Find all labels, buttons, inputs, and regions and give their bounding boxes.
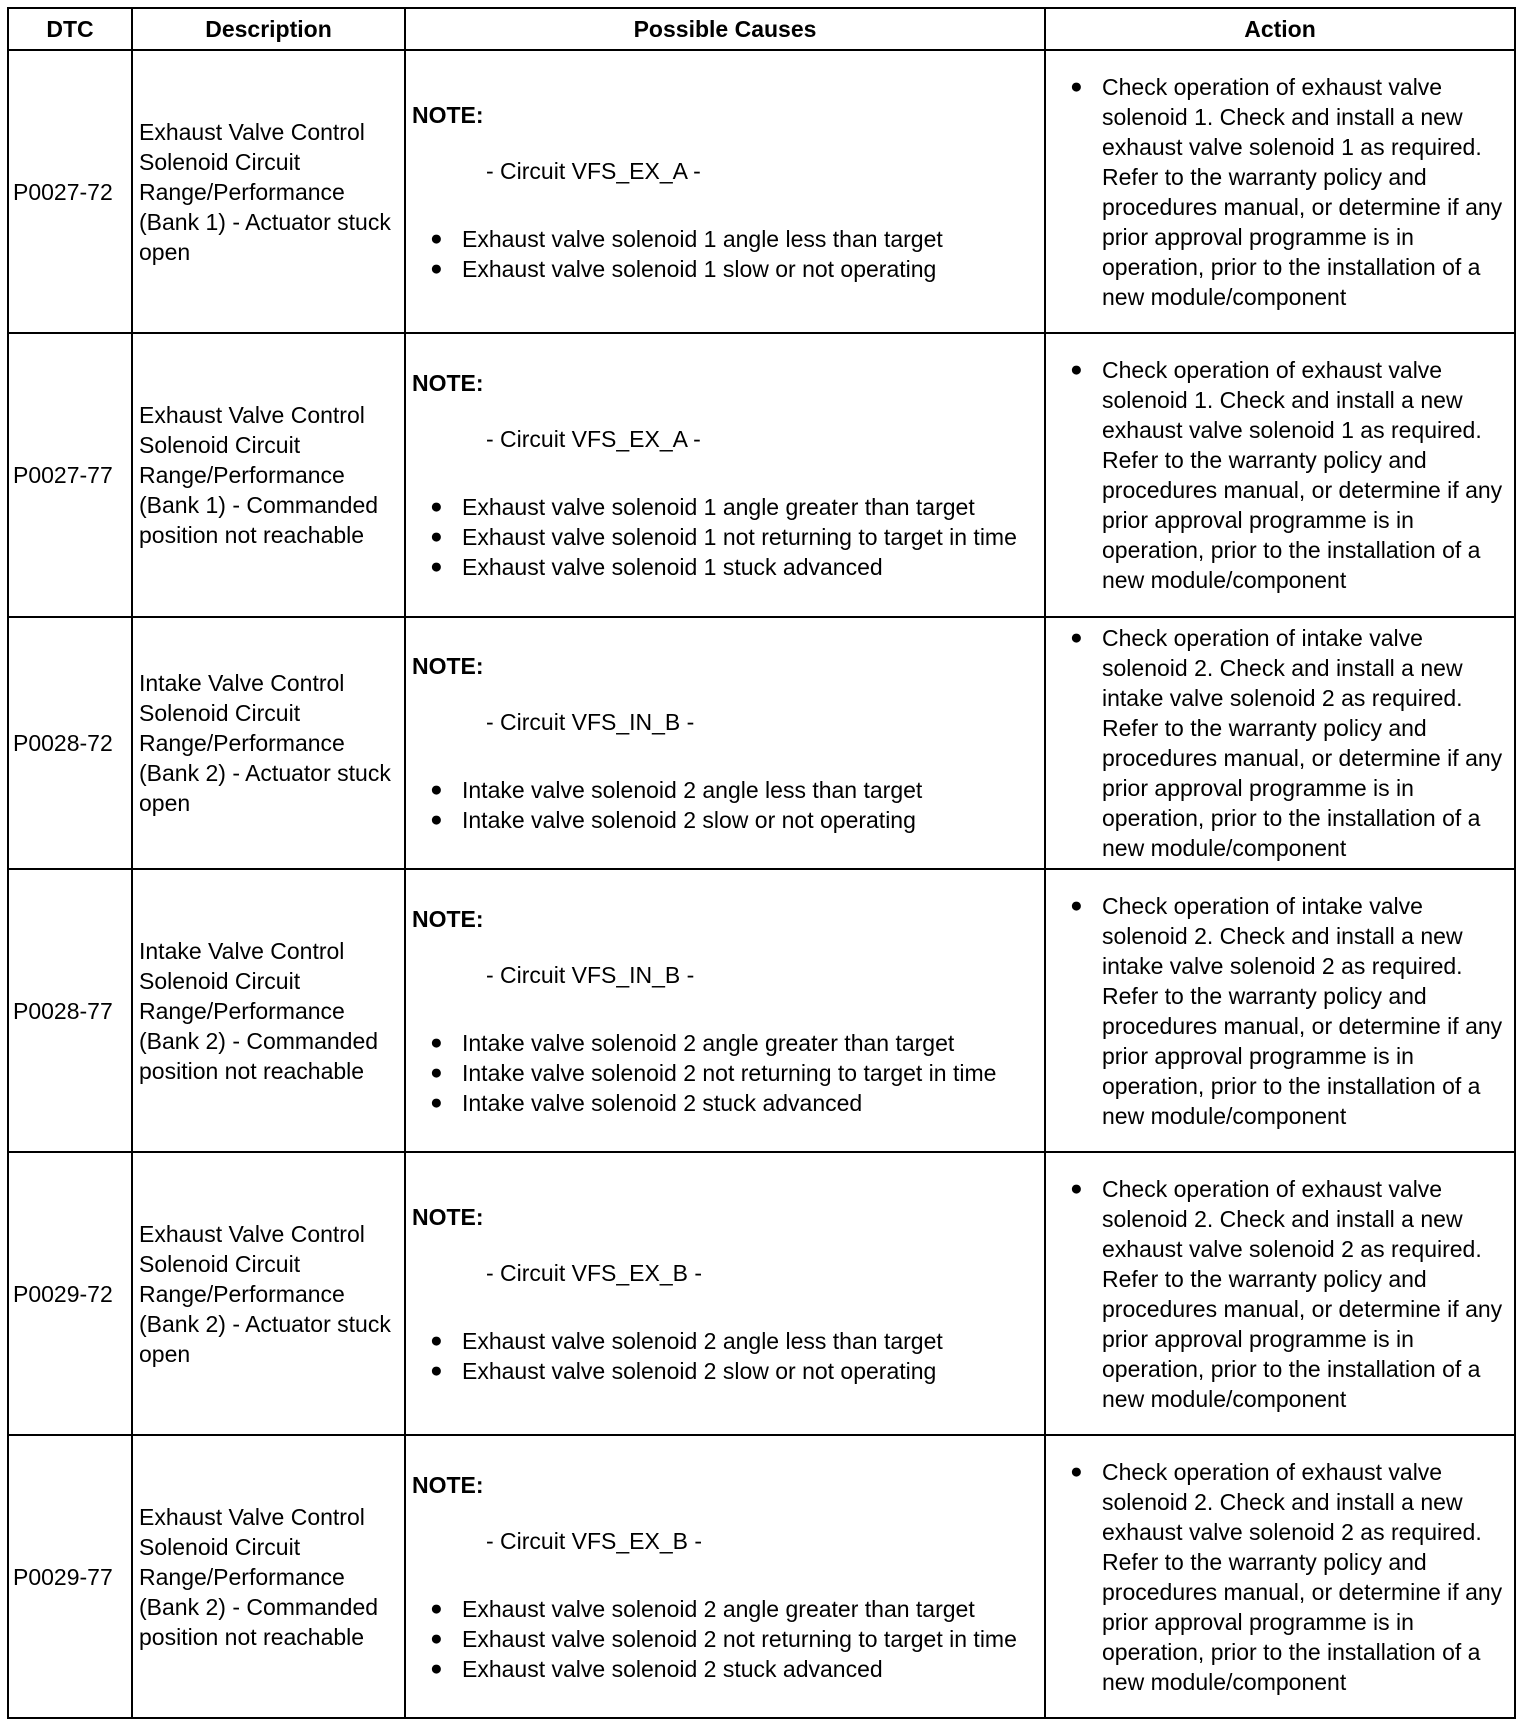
table-header-row <box>8 8 1515 50</box>
action-list <box>1070 623 1506 863</box>
dtc-description: Intake Valve Control Solenoid Circuit Range/Performance (Bank 2) - Actuator stuck open <box>132 617 405 869</box>
possible-causes-cell <box>405 50 1045 333</box>
causes-list <box>412 1326 1036 1386</box>
circuit-name: - Circuit VFS_IN_B - <box>486 709 695 735</box>
table-row <box>8 869 1515 1152</box>
dtc-description: Exhaust Valve Control Solenoid Circuit Range/Performance (Bank 2) - Actuator stuck open <box>132 1152 405 1435</box>
action-item: ● Check operation of exhaust valve solenoid 1. Check and install a new exhaust valve solenoid 1 as required. Refer to the warranty policy and procedures manual, or determine if any prior approval programme is in operation, prior to the installation of a new module/component <box>1070 72 1506 312</box>
possible-causes-cell <box>405 1435 1045 1718</box>
dtc-code: P0027-77 <box>8 333 132 617</box>
dtc-description: Intake Valve Control Solenoid Circuit Range/Performance (Bank 2) - Commanded position not reachable <box>132 869 405 1152</box>
circuit-name: - Circuit VFS_EX_B - <box>486 1259 702 1286</box>
possible-causes-cell <box>405 617 1045 869</box>
dtc-code: P0029-77 <box>8 1435 132 1718</box>
cause-item: ● Intake valve solenoid 2 slow or not operating <box>412 805 1036 835</box>
circuit-name: - Circuit VFS_IN_B - <box>486 961 695 988</box>
action-list <box>1070 355 1506 595</box>
dtc-description: Exhaust Valve Control Solenoid Circuit Range/Performance (Bank 1) - Actuator stuck open <box>132 50 405 333</box>
cause-item: ● Exhaust valve solenoid 2 stuck advanced <box>412 1654 1036 1684</box>
cause-item: ● Intake valve solenoid 2 angle less than target <box>412 775 1036 805</box>
table-row <box>8 50 1515 333</box>
action-list <box>1070 1457 1506 1697</box>
action-cell <box>1045 1152 1515 1435</box>
cause-item: ● Exhaust valve solenoid 1 not returning to target in time <box>412 522 1036 552</box>
action-list <box>1070 891 1506 1131</box>
possible-causes-cell <box>405 333 1045 617</box>
cause-item: ● Exhaust valve solenoid 2 slow or not operating <box>412 1356 1036 1386</box>
cause-item: ● Intake valve solenoid 2 not returning to target in time <box>412 1058 1036 1088</box>
table-row <box>8 333 1515 617</box>
action-cell <box>1045 869 1515 1152</box>
table-row <box>8 1435 1515 1718</box>
cause-item: ● Exhaust valve solenoid 1 slow or not operating <box>412 254 1036 284</box>
action-cell <box>1045 333 1515 617</box>
note-label: NOTE: <box>412 370 484 396</box>
circuit-name: - Circuit VFS_EX_B - <box>486 1527 702 1554</box>
causes-list <box>412 1028 1036 1118</box>
action-cell <box>1045 617 1515 869</box>
causes-list <box>412 492 1036 582</box>
dtc-table <box>7 7 1516 1719</box>
note-label: NOTE: <box>412 905 484 932</box>
action-item: ● Check operation of exhaust valve solenoid 1. Check and install a new exhaust valve solenoid 1 as required. Refer to the warranty policy and procedures manual, or determine if any prior approval programme is in operation, prior to the installation of a new module/component <box>1070 355 1506 595</box>
dtc-code: P0029-72 <box>8 1152 132 1435</box>
cause-item: ● Intake valve solenoid 2 stuck advanced <box>412 1088 1036 1118</box>
cause-item: ● Exhaust valve solenoid 1 angle less than target <box>412 224 1036 254</box>
note-label: NOTE: <box>412 1203 484 1230</box>
header-description: Description <box>132 8 405 50</box>
action-list <box>1070 1174 1506 1414</box>
action-list <box>1070 72 1506 312</box>
dtc-code: P0028-77 <box>8 869 132 1152</box>
cause-item: ● Exhaust valve solenoid 2 angle less than target <box>412 1326 1036 1356</box>
causes-list <box>412 775 1036 835</box>
action-item: ● Check operation of exhaust valve solenoid 2. Check and install a new exhaust valve solenoid 2 as required. Refer to the warranty policy and procedures manual, or determine if any prior approval programme is in operation, prior to the installation of a new module/component <box>1070 1174 1506 1414</box>
dtc-document <box>7 7 1516 1719</box>
causes-list <box>412 1594 1036 1684</box>
cause-item: ● Exhaust valve solenoid 2 not returning to target in time <box>412 1624 1036 1654</box>
cause-item: ● Exhaust valve solenoid 2 angle greater than target <box>412 1594 1036 1624</box>
dtc-description: Exhaust Valve Control Solenoid Circuit Range/Performance (Bank 1) - Commanded position not reachable <box>132 333 405 617</box>
action-cell <box>1045 50 1515 333</box>
circuit-name: - Circuit VFS_EX_A - <box>486 426 701 452</box>
action-item: ● Check operation of exhaust valve solenoid 2. Check and install a new exhaust valve solenoid 2 as required. Refer to the warranty policy and procedures manual, or determine if any prior approval programme is in operation, prior to the installation of a new module/component <box>1070 1457 1506 1697</box>
dtc-description: Exhaust Valve Control Solenoid Circuit Range/Performance (Bank 2) - Commanded position not reachable <box>132 1435 405 1718</box>
cause-item: ● Exhaust valve solenoid 1 stuck advanced <box>412 552 1036 582</box>
header-dtc: DTC <box>8 8 132 50</box>
table-row <box>8 1152 1515 1435</box>
dtc-code: P0028-72 <box>8 617 132 869</box>
action-item: ● Check operation of intake valve solenoid 2. Check and install a new intake valve solenoid 2 as required. Refer to the warranty policy and procedures manual, or determine if any prior approval programme is in operation, prior to the installation of a new module/component <box>1070 891 1506 1131</box>
circuit-name: - Circuit VFS_EX_A - <box>486 157 701 184</box>
action-item: ● Check operation of intake valve solenoid 2. Check and install a new intake valve solenoid 2 as required. Refer to the warranty policy and procedures manual, or determine if any prior approval programme is in operation, prior to the installation of a new module/component <box>1070 623 1506 863</box>
table-row <box>8 617 1515 869</box>
note-label: NOTE: <box>412 653 484 679</box>
header-possible-causes: Possible Causes <box>405 8 1045 50</box>
causes-list <box>412 224 1036 284</box>
possible-causes-cell <box>405 1152 1045 1435</box>
header-action: Action <box>1045 8 1515 50</box>
cause-item: ● Exhaust valve solenoid 1 angle greater than target <box>412 492 1036 522</box>
cause-item: ● Intake valve solenoid 2 angle greater than target <box>412 1028 1036 1058</box>
note-label: NOTE: <box>412 101 484 128</box>
action-cell <box>1045 1435 1515 1718</box>
note-label: NOTE: <box>412 1471 484 1498</box>
dtc-code: P0027-72 <box>8 50 132 333</box>
possible-causes-cell <box>405 869 1045 1152</box>
